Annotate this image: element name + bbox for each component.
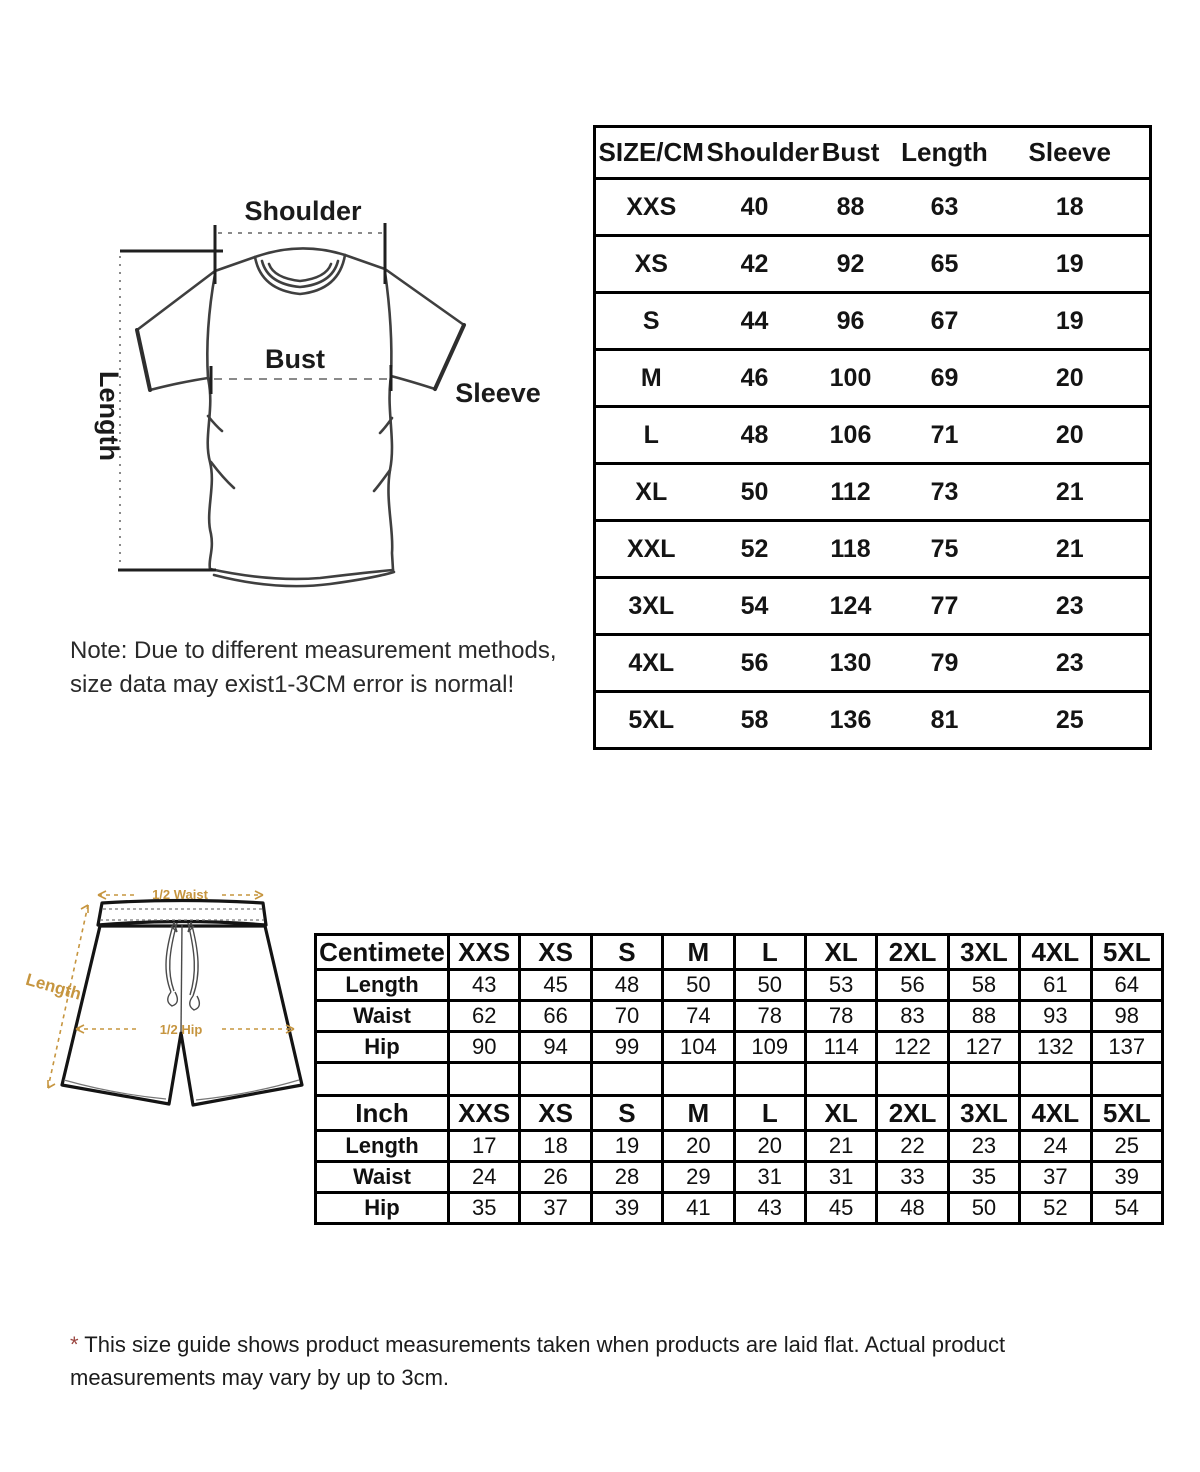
size-cell: XXL: [595, 521, 707, 578]
measurement-ticks: [118, 223, 391, 570]
value-cell: 63: [899, 179, 991, 236]
value-cell: 61: [1020, 970, 1091, 1001]
size-header-cell: 2XL: [877, 1096, 948, 1131]
value-cell: 114: [805, 1032, 876, 1063]
size-header-cell: S: [591, 935, 662, 970]
value-cell: 122: [877, 1032, 948, 1063]
table-row: [595, 635, 1151, 692]
value-cell: 75: [899, 521, 991, 578]
value-cell: 83: [877, 1001, 948, 1032]
size-cell: L: [595, 407, 707, 464]
measurement-note-line2: size data may exist1-3CM error is normal!: [70, 671, 515, 699]
size-header-cell: L: [734, 1096, 805, 1131]
value-cell: 54: [1091, 1193, 1162, 1224]
value-cell: 33: [877, 1162, 948, 1193]
value-cell: 67: [899, 293, 991, 350]
value-cell: 20: [991, 407, 1151, 464]
shorts-half-hip-label: 1/2 Hip: [159, 1022, 203, 1037]
value-cell: 45: [520, 970, 591, 1001]
value-cell: 62: [449, 1001, 520, 1032]
value-cell: 78: [805, 1001, 876, 1032]
value-cell: 44: [707, 293, 803, 350]
value-cell: 21: [991, 464, 1151, 521]
size-header-cell: M: [663, 935, 734, 970]
value-cell: 19: [591, 1131, 662, 1162]
value-cell: 24: [1020, 1131, 1091, 1162]
unit-header-cell: Centimete: [316, 935, 449, 970]
value-cell: 40: [707, 179, 803, 236]
value-cell: 98: [1091, 1001, 1162, 1032]
value-cell: 93: [1020, 1001, 1091, 1032]
value-cell: 56: [877, 970, 948, 1001]
row-label-cell: Length: [316, 970, 449, 1001]
size-header-cell: XS: [520, 1096, 591, 1131]
value-cell: 124: [803, 578, 899, 635]
table-row: [595, 407, 1151, 464]
value-cell: 37: [520, 1193, 591, 1224]
value-cell: 50: [663, 970, 734, 1001]
column-header: Sleeve: [1028, 137, 1111, 167]
empty-cell: [591, 1063, 662, 1096]
value-cell: 74: [663, 1001, 734, 1032]
table-row: [316, 970, 1163, 1001]
size-header-cell: 4XL: [1020, 1096, 1091, 1131]
value-cell: 19: [991, 293, 1151, 350]
tshirt-measurement-diagram: [58, 178, 580, 623]
value-cell: 39: [591, 1193, 662, 1224]
value-cell: 48: [877, 1193, 948, 1224]
tshirt-size-table: [593, 125, 1152, 750]
value-cell: 35: [449, 1193, 520, 1224]
value-cell: 25: [991, 692, 1151, 749]
size-header-cell: 5XL: [1091, 1096, 1162, 1131]
measurement-note-line1: Note: Due to different measurement methods,: [70, 637, 557, 664]
value-cell: 100: [803, 350, 899, 407]
value-cell: 104: [663, 1032, 734, 1063]
empty-cell: [877, 1063, 948, 1096]
table-row: [316, 1001, 1163, 1032]
empty-cell: [805, 1063, 876, 1096]
value-cell: 71: [899, 407, 991, 464]
measurement-dashed-lines: [120, 233, 388, 566]
value-cell: 136: [803, 692, 899, 749]
column-header: Bust: [821, 137, 880, 167]
value-cell: 26: [520, 1162, 591, 1193]
value-cell: 18: [520, 1131, 591, 1162]
size-cell: 5XL: [595, 692, 707, 749]
value-cell: 64: [1091, 970, 1162, 1001]
value-cell: 73: [899, 464, 991, 521]
value-cell: 31: [805, 1162, 876, 1193]
column-header: SIZE/CM: [598, 137, 704, 167]
row-label-cell: Waist: [316, 1001, 449, 1032]
value-cell: 21: [991, 521, 1151, 578]
value-cell: 50: [707, 464, 803, 521]
empty-cell: [663, 1063, 734, 1096]
tshirt-bust-label: Bust: [265, 344, 325, 374]
table-row: [595, 236, 1151, 293]
value-cell: 99: [591, 1032, 662, 1063]
size-cell: M: [595, 350, 707, 407]
shorts-size-table: [314, 933, 1164, 1225]
value-cell: 39: [1091, 1162, 1162, 1193]
column-header: Length: [901, 137, 988, 167]
value-cell: 41: [663, 1193, 734, 1224]
empty-cell: [520, 1063, 591, 1096]
value-cell: 42: [707, 236, 803, 293]
value-cell: 79: [899, 635, 991, 692]
value-cell: 25: [1091, 1131, 1162, 1162]
value-cell: 58: [707, 692, 803, 749]
value-cell: 56: [707, 635, 803, 692]
empty-cell: [316, 1063, 449, 1096]
measurement-note: [70, 634, 590, 702]
value-cell: 37: [1020, 1162, 1091, 1193]
value-cell: 88: [948, 1001, 1019, 1032]
value-cell: 28: [591, 1162, 662, 1193]
size-header-cell: 3XL: [948, 935, 1019, 970]
value-cell: 48: [707, 407, 803, 464]
table-row: [316, 1193, 1163, 1224]
row-label-cell: Hip: [316, 1193, 449, 1224]
column-header: Shoulder: [706, 137, 820, 167]
size-cell: XS: [595, 236, 707, 293]
table-row: [316, 1131, 1163, 1162]
value-cell: 50: [734, 970, 805, 1001]
value-cell: 31: [734, 1162, 805, 1193]
tshirt-shoulder-label: Shoulder: [244, 196, 362, 226]
empty-cell: [1091, 1063, 1162, 1096]
table-row: [316, 1162, 1163, 1193]
value-cell: 118: [803, 521, 899, 578]
size-header-cell: XXS: [449, 935, 520, 970]
size-header-cell: XXS: [449, 1096, 520, 1131]
size-header-cell: XL: [805, 935, 876, 970]
value-cell: 106: [803, 407, 899, 464]
value-cell: 52: [1020, 1193, 1091, 1224]
disclaimer-asterisk: *: [70, 1332, 79, 1357]
tshirt-outline: [137, 248, 464, 586]
size-header-cell: XS: [520, 935, 591, 970]
size-header-cell: 5XL: [1091, 935, 1162, 970]
table-header-row: [595, 127, 1151, 179]
value-cell: 43: [449, 970, 520, 1001]
shorts-length-label: Length: [23, 969, 84, 1004]
disclaimer-text: This size guide shows product measurements taken when products are laid flat. Actual product measurements may vary by up to 3cm.: [70, 1332, 1006, 1390]
size-cell: S: [595, 293, 707, 350]
row-label-cell: Hip: [316, 1032, 449, 1063]
value-cell: 24: [449, 1162, 520, 1193]
size-header-cell: 3XL: [948, 1096, 1019, 1131]
value-cell: 137: [1091, 1032, 1162, 1063]
size-header-cell: L: [734, 935, 805, 970]
value-cell: 35: [948, 1162, 1019, 1193]
value-cell: 50: [948, 1193, 1019, 1224]
shorts-half-waist-label: 1/2 Waist: [152, 887, 208, 902]
value-cell: 52: [707, 521, 803, 578]
table-row: [316, 1032, 1163, 1063]
size-header-cell: 4XL: [1020, 935, 1091, 970]
table-row: [595, 293, 1151, 350]
value-cell: 21: [805, 1131, 876, 1162]
unit-header-cell: Inch: [316, 1096, 449, 1131]
empty-cell: [1020, 1063, 1091, 1096]
value-cell: 78: [734, 1001, 805, 1032]
value-cell: 43: [734, 1193, 805, 1224]
value-cell: 18: [991, 179, 1151, 236]
table-row: [595, 692, 1151, 749]
value-cell: 23: [948, 1131, 1019, 1162]
size-cell: XXS: [595, 179, 707, 236]
value-cell: 127: [948, 1032, 1019, 1063]
value-cell: 109: [734, 1032, 805, 1063]
size-header-cell: M: [663, 1096, 734, 1131]
value-cell: 70: [591, 1001, 662, 1032]
value-cell: 54: [707, 578, 803, 635]
value-cell: 23: [991, 635, 1151, 692]
spacer-row: [316, 1063, 1163, 1096]
size-cell: 4XL: [595, 635, 707, 692]
value-cell: 130: [803, 635, 899, 692]
value-cell: 66: [520, 1001, 591, 1032]
tshirt-length-label: Length: [94, 371, 124, 461]
value-cell: 22: [877, 1131, 948, 1162]
value-cell: 17: [449, 1131, 520, 1162]
value-cell: 20: [991, 350, 1151, 407]
value-cell: 65: [899, 236, 991, 293]
value-cell: 132: [1020, 1032, 1091, 1063]
value-cell: 77: [899, 578, 991, 635]
table-row: [595, 350, 1151, 407]
value-cell: 88: [803, 179, 899, 236]
value-cell: 58: [948, 970, 1019, 1001]
value-cell: 53: [805, 970, 876, 1001]
size-cell: 3XL: [595, 578, 707, 635]
size-header-cell: S: [591, 1096, 662, 1131]
empty-cell: [734, 1063, 805, 1096]
value-cell: 20: [663, 1131, 734, 1162]
value-cell: 81: [899, 692, 991, 749]
value-cell: 92: [803, 236, 899, 293]
table-row: [595, 179, 1151, 236]
value-cell: 90: [449, 1032, 520, 1063]
value-cell: 45: [805, 1193, 876, 1224]
value-cell: 96: [803, 293, 899, 350]
size-header-cell: XL: [805, 1096, 876, 1131]
empty-cell: [449, 1063, 520, 1096]
value-cell: 19: [991, 236, 1151, 293]
value-cell: 48: [591, 970, 662, 1001]
row-label-cell: Waist: [316, 1162, 449, 1193]
value-cell: 46: [707, 350, 803, 407]
tshirt-sleeve-label: Sleeve: [455, 378, 541, 408]
value-cell: 94: [520, 1032, 591, 1063]
table-row: [595, 521, 1151, 578]
value-cell: 29: [663, 1162, 734, 1193]
empty-cell: [948, 1063, 1019, 1096]
size-cell: XL: [595, 464, 707, 521]
value-cell: 69: [899, 350, 991, 407]
value-cell: 20: [734, 1131, 805, 1162]
row-label-cell: Length: [316, 1131, 449, 1162]
size-guide-disclaimer: [70, 1328, 1150, 1394]
size-header-cell: 2XL: [877, 935, 948, 970]
table-row: [595, 464, 1151, 521]
value-cell: 112: [803, 464, 899, 521]
value-cell: 23: [991, 578, 1151, 635]
table-header-row: [316, 1096, 1163, 1131]
shorts-measurement-diagram: [12, 856, 332, 1134]
table-row: [595, 578, 1151, 635]
table-header-row: [316, 935, 1163, 970]
